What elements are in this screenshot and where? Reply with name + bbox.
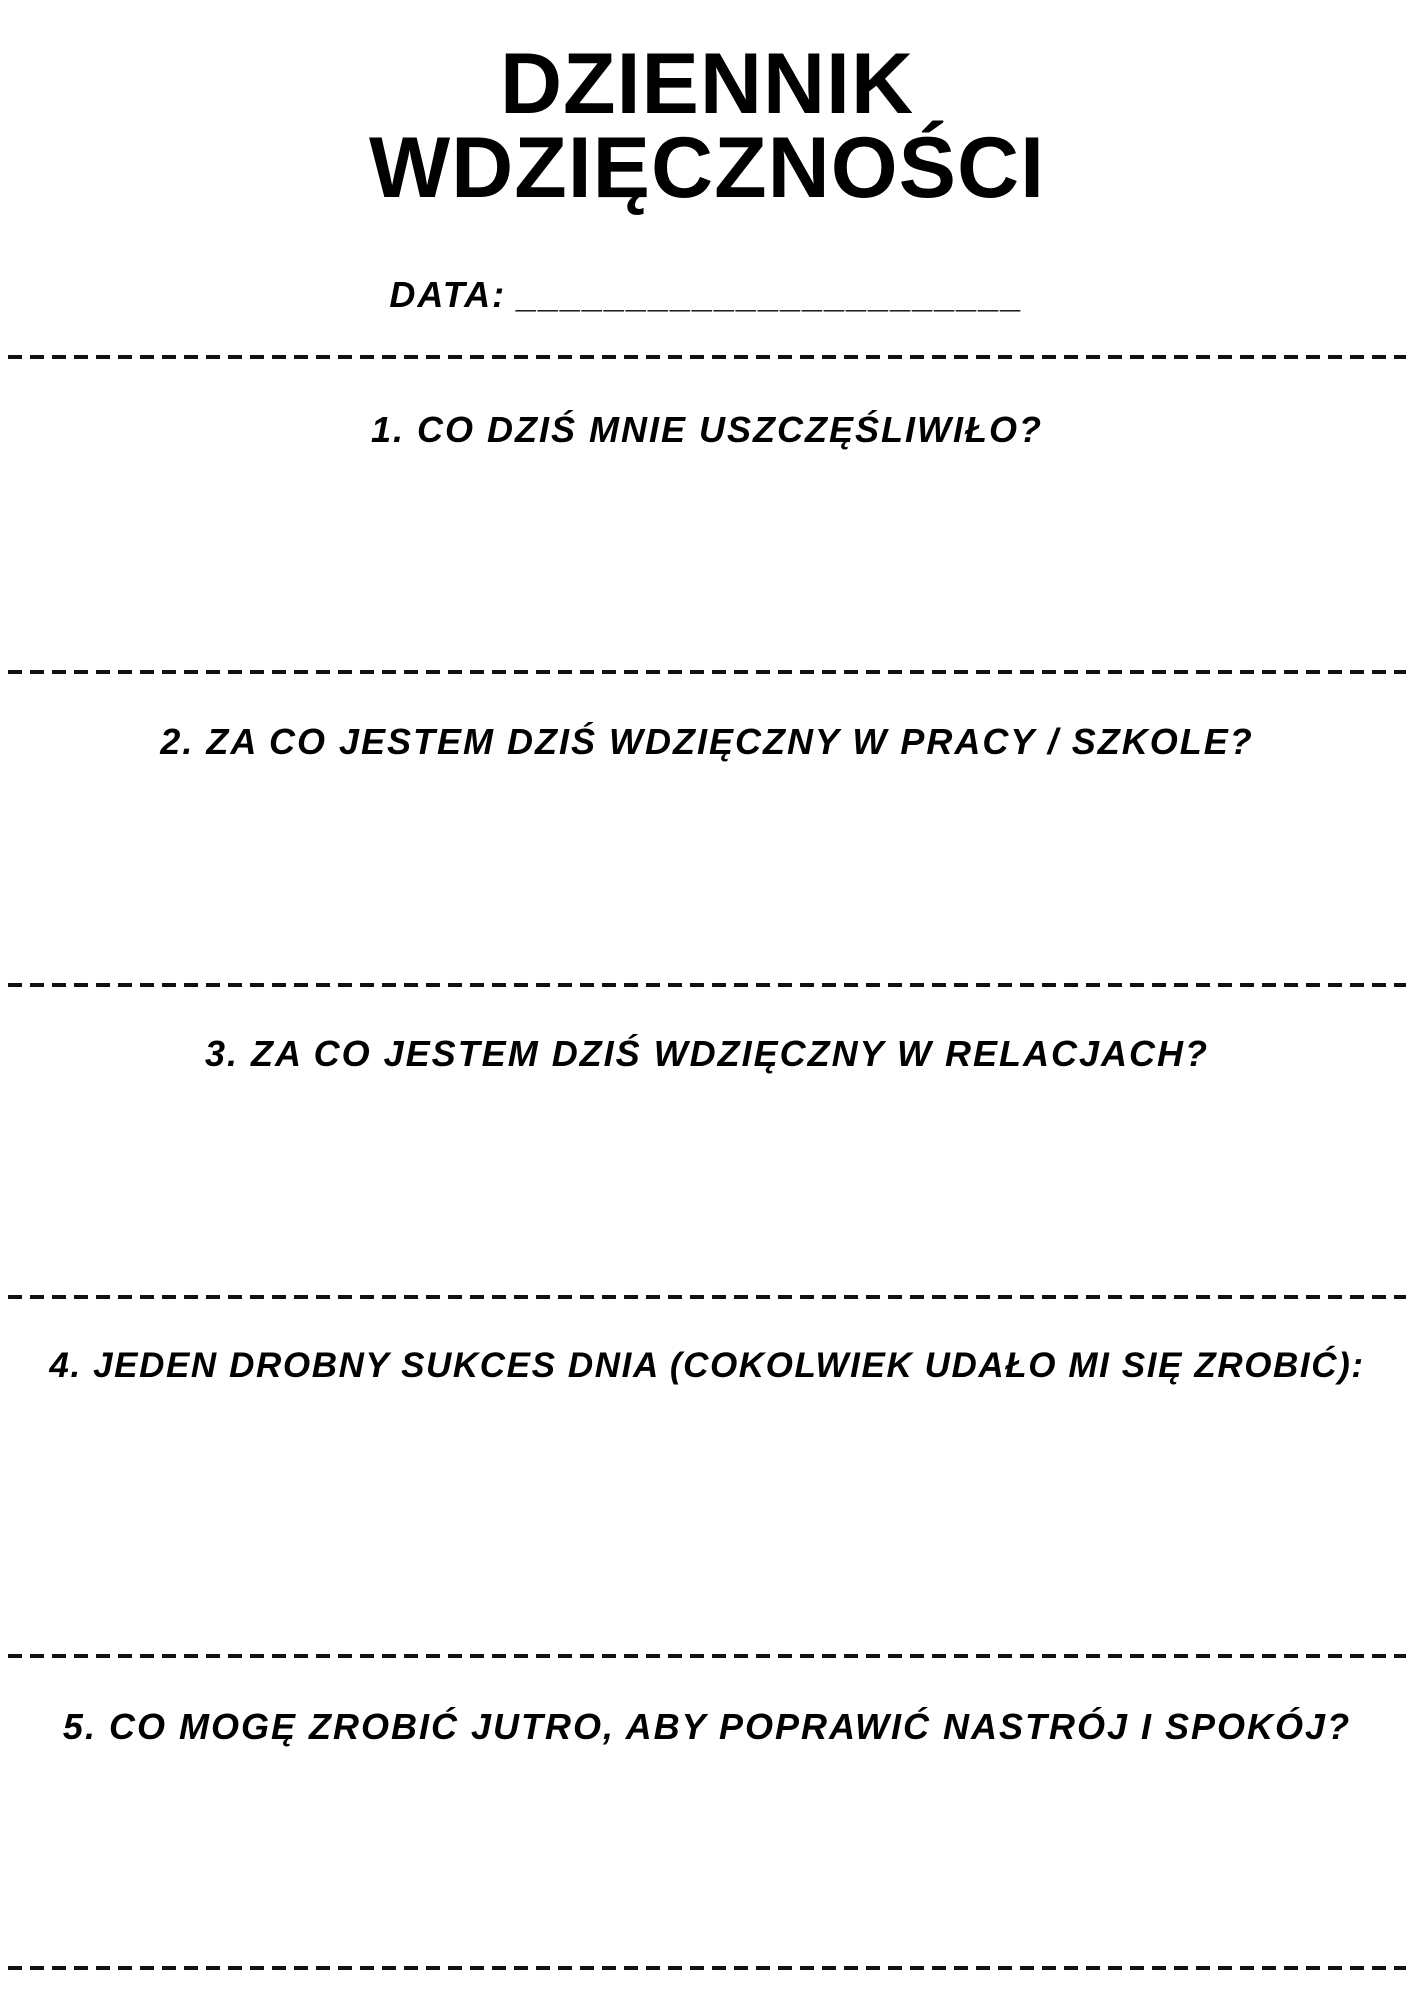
page-title xyxy=(0,36,1414,216)
divider-1 xyxy=(8,355,1406,359)
date-label: DATA: xyxy=(389,274,507,315)
date-blank: _______________________ xyxy=(518,274,1025,315)
divider-3 xyxy=(8,983,1406,987)
question-3: 3. ZA CO JESTEM DZIŚ WDZIĘCZNY W RELACJACH? xyxy=(204,1033,1210,1074)
date-row xyxy=(0,274,1414,316)
question-2: 2. ZA CO JESTEM DZIŚ WDZIĘCZNY W PRACY / SZKOLE? xyxy=(160,721,1254,762)
title-line-2: WDZIĘCZNOŚCI xyxy=(368,120,1046,216)
title-line-1: DZIENNIK xyxy=(499,36,915,132)
divider-4 xyxy=(8,1295,1406,1299)
question-1: 1. CO DZIŚ MNIE USZCZĘŚLIWIŁO? xyxy=(371,409,1043,450)
divider-2 xyxy=(8,670,1406,674)
question-4: 4. JEDEN DROBNY SUKCES DNIA (COKOLWIEK UDAŁO MI SIĘ ZROBIĆ): xyxy=(49,1346,1365,1385)
divider-5 xyxy=(8,1654,1406,1658)
question-5: 5. CO MOGĘ ZROBIĆ JUTRO, ABY POPRAWIĆ NASTRÓJ I SPOKÓJ? xyxy=(62,1706,1352,1747)
divider-6 xyxy=(8,1966,1406,1970)
